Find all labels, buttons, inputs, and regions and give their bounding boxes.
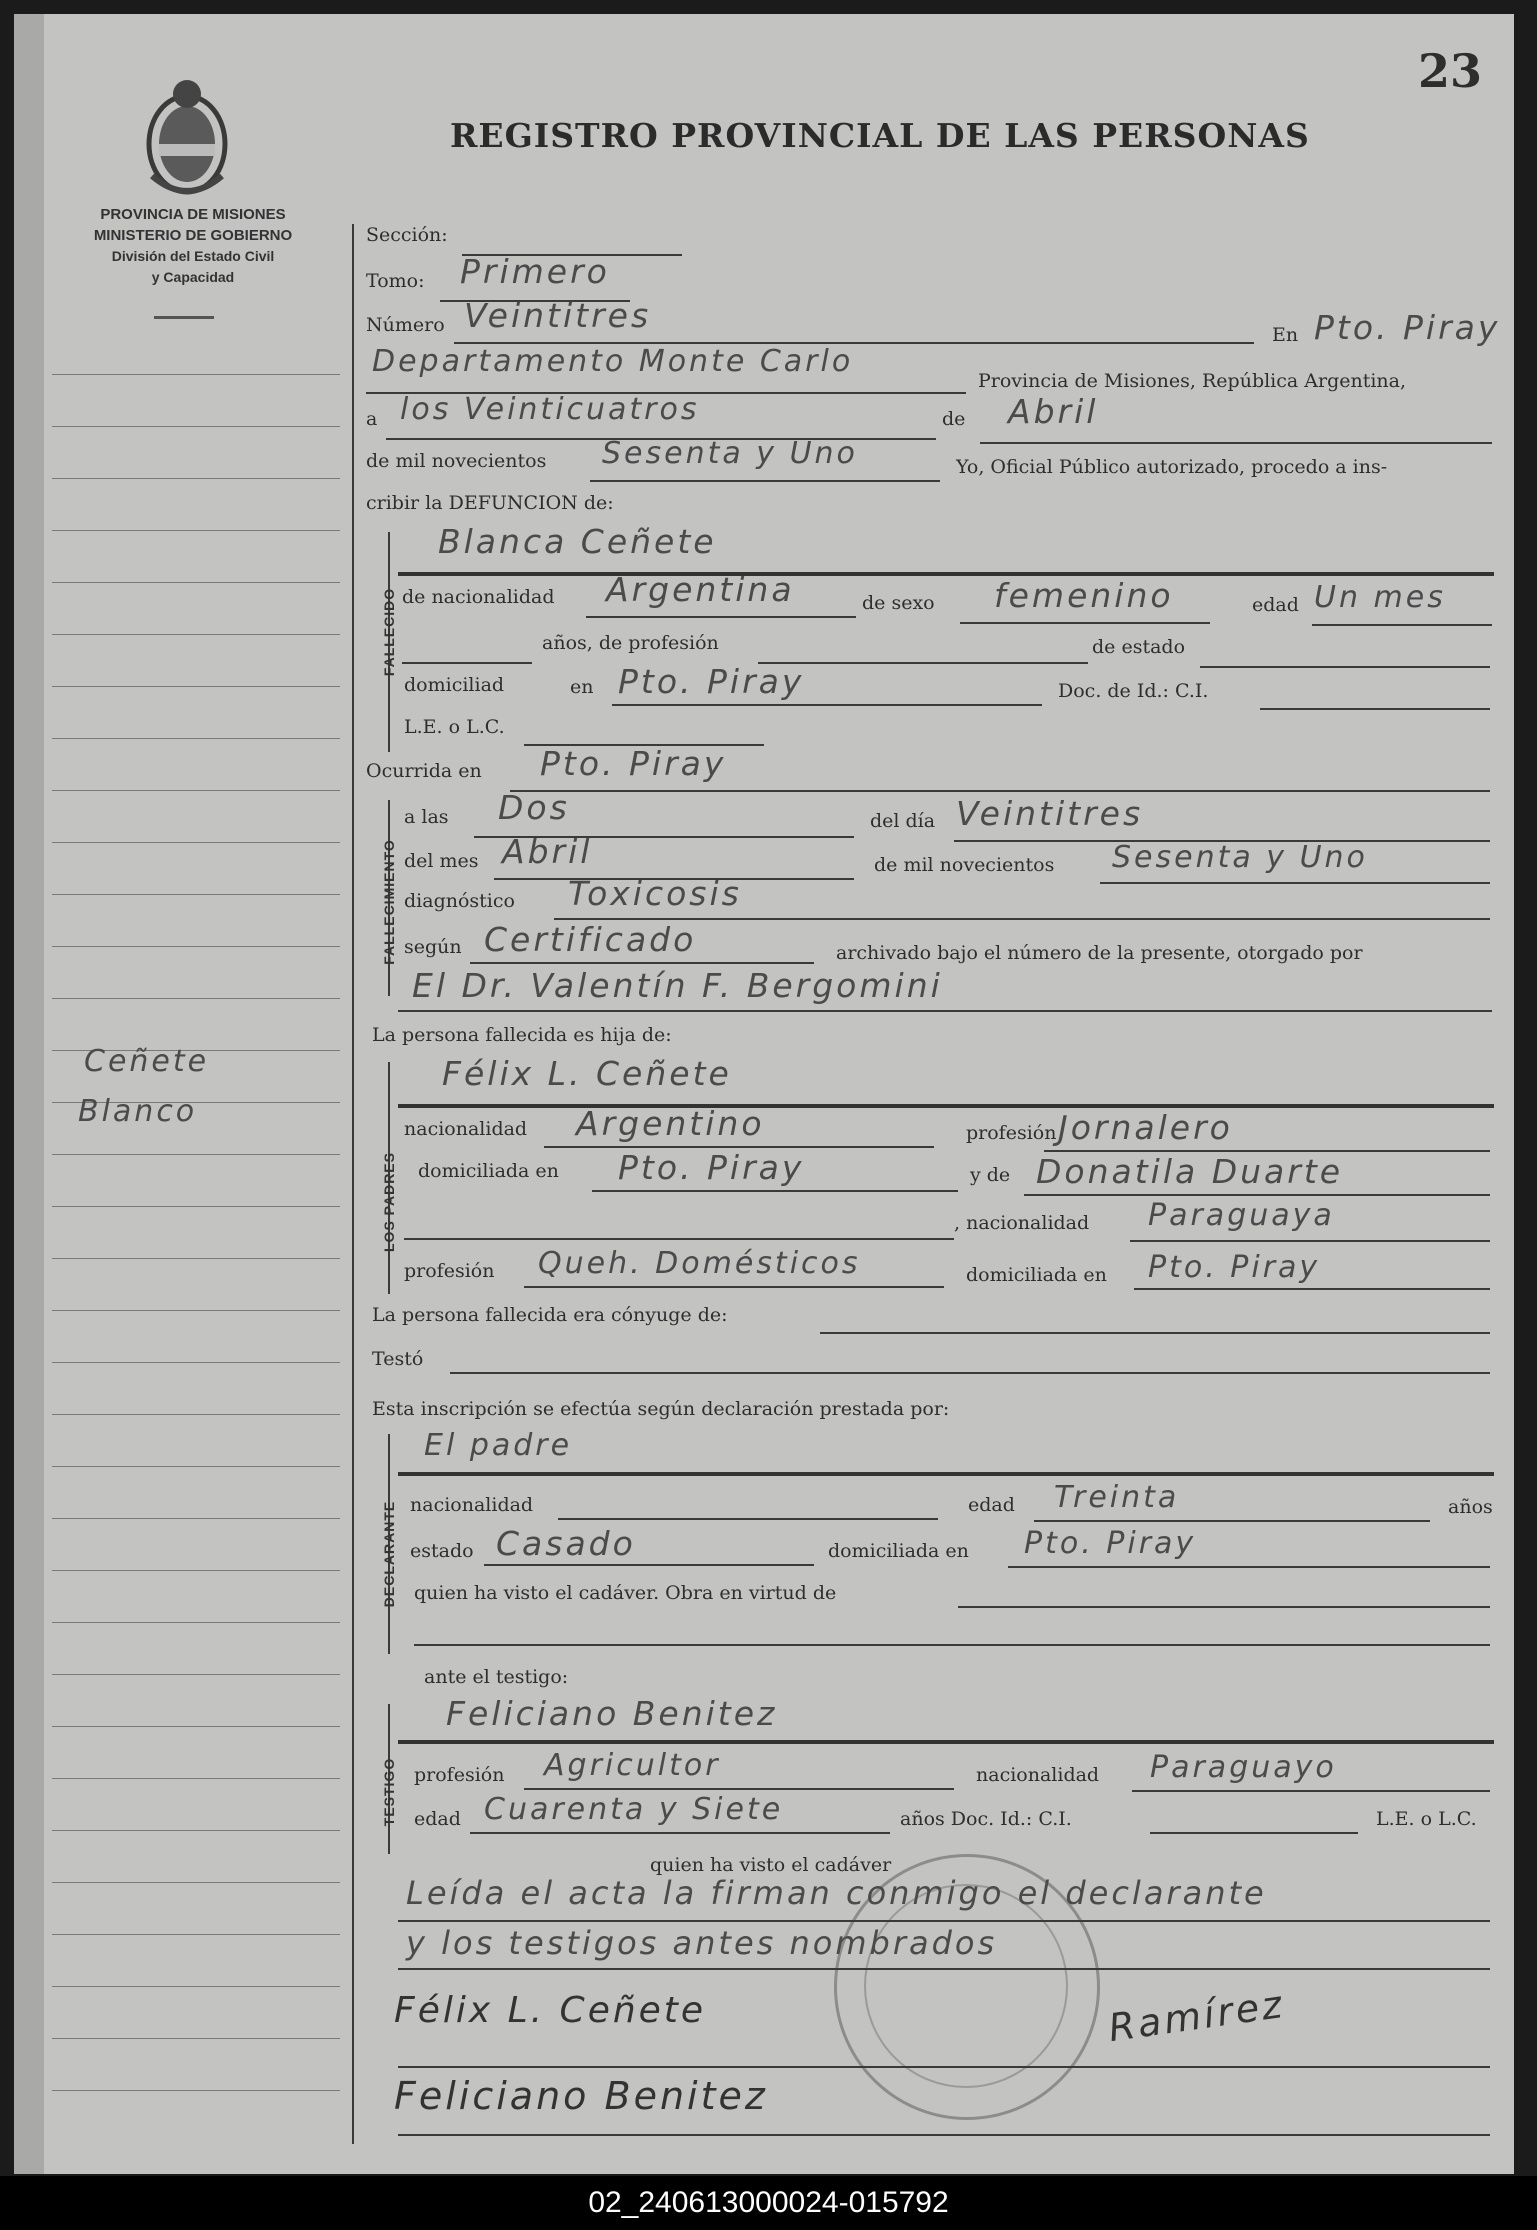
field-line bbox=[484, 1564, 814, 1566]
label-madre-profesion: profesión bbox=[404, 1260, 495, 1282]
label-conyuge: La persona fallecida era cónyuge de: bbox=[372, 1304, 728, 1326]
label-doc-id: Doc. de Id.: C.I. bbox=[1058, 680, 1209, 702]
value-segun: Certificado bbox=[484, 920, 697, 959]
field-line bbox=[398, 1472, 1494, 1476]
field-line bbox=[470, 1832, 890, 1834]
field-line bbox=[1260, 708, 1490, 710]
field-line bbox=[1134, 1288, 1490, 1290]
coat-of-arms-emblem bbox=[132, 66, 242, 206]
value-test-prof: Agricultor bbox=[544, 1748, 721, 1783]
label-numero: Número bbox=[366, 314, 445, 336]
label-testo: Testó bbox=[372, 1348, 424, 1370]
label-quien-cadaver: quien ha visto el cadáver. Obra en virtud de bbox=[414, 1582, 837, 1604]
value-madre-dom: Pto. Piray bbox=[1148, 1250, 1321, 1285]
document-page bbox=[14, 14, 1514, 2174]
field-line bbox=[414, 1644, 1490, 1646]
value-diagnostico: Toxicosis bbox=[568, 874, 742, 913]
margin-note-name: Blanco bbox=[78, 1094, 198, 1129]
value-test-nac: Paraguayo bbox=[1150, 1750, 1337, 1785]
value-mes-fallec: Abril bbox=[502, 832, 593, 871]
side-label-padres: LOS PADRES bbox=[381, 1152, 397, 1252]
label-anos-profesion: años, de profesión bbox=[542, 632, 719, 654]
field-line bbox=[398, 572, 1494, 576]
value-sexo: femenino bbox=[994, 576, 1174, 615]
label-domiciliado-en: en bbox=[570, 676, 594, 698]
closing-line-1: Leída el acta la firman conmigo el declarante bbox=[406, 1874, 1267, 1912]
label-decl-anos: años bbox=[1448, 1496, 1493, 1518]
field-line bbox=[524, 1788, 954, 1790]
institution-line: División del Estado Civil bbox=[111, 248, 275, 264]
field-line bbox=[612, 704, 1042, 706]
label-del-dia: del día bbox=[870, 810, 936, 832]
field-line bbox=[398, 1010, 1492, 1012]
value-departamento: Departamento Monte Carlo bbox=[372, 344, 854, 379]
signature-declarante: Félix L. Ceñete bbox=[394, 1990, 707, 2031]
label-de-estado: de estado bbox=[1092, 636, 1186, 658]
value-nacionalidad: Argentina bbox=[606, 570, 795, 609]
field-line bbox=[558, 1518, 938, 1520]
field-line bbox=[398, 2134, 1490, 2136]
label-de-mil-nov: de mil novecientos bbox=[874, 854, 1055, 876]
label-decl-edad: edad bbox=[968, 1494, 1015, 1516]
issuing-institution bbox=[62, 204, 324, 288]
field-line bbox=[820, 1332, 1490, 1334]
value-decl-edad: Treinta bbox=[1054, 1480, 1180, 1515]
official-seal-inner-ring bbox=[864, 1884, 1068, 2088]
field-line bbox=[524, 1286, 944, 1288]
field-line bbox=[510, 790, 1490, 792]
label-y-de: y de bbox=[970, 1164, 1011, 1186]
value-mes: Abril bbox=[1008, 392, 1099, 431]
institution-line: MINISTERIO DE GOBIERNO bbox=[93, 227, 293, 244]
label-le-lc: L.E. o L.C. bbox=[404, 716, 505, 738]
label-domiciliado: domiciliad bbox=[404, 674, 505, 696]
signature-oficial: Ramírez bbox=[1105, 1981, 1288, 2051]
field-line bbox=[1132, 1790, 1490, 1792]
page-number: 23 bbox=[1418, 44, 1483, 98]
side-label-declarante: DECLARANTE bbox=[381, 1500, 397, 1608]
label-test-profesion: profesión bbox=[414, 1764, 505, 1786]
value-lugar: Pto. Piray bbox=[1314, 308, 1501, 347]
label-madre-domiciliada: domiciliada en bbox=[966, 1264, 1107, 1286]
value-nombre: Blanca Ceñete bbox=[438, 522, 717, 561]
label-test-edad: edad bbox=[414, 1808, 461, 1830]
label-edad: edad bbox=[1252, 594, 1299, 616]
field-line bbox=[450, 1372, 1490, 1374]
value-hora: Dos bbox=[498, 788, 570, 827]
label-decl-domiciliada: domiciliada en bbox=[828, 1540, 969, 1562]
label-segun: según bbox=[404, 936, 462, 958]
page-title: REGISTRO PROVINCIAL DE LAS PERSONAS bbox=[450, 116, 1310, 155]
signature-testigo: Feliciano Benitez bbox=[394, 2074, 768, 2118]
value-testigo: Feliciano Benitez bbox=[446, 1694, 778, 1733]
field-line bbox=[398, 1104, 1494, 1108]
field-line bbox=[404, 1238, 954, 1240]
value-madre: Donatila Duarte bbox=[1036, 1152, 1344, 1191]
label-de-sexo: de sexo bbox=[862, 592, 935, 614]
divider bbox=[154, 316, 214, 319]
value-numero: Veintitres bbox=[464, 296, 652, 335]
label-test-le: L.E. o L.C. bbox=[1376, 1808, 1477, 1830]
field-line bbox=[1034, 1520, 1430, 1522]
field-line bbox=[958, 1606, 1490, 1608]
label-decl-nacionalidad: nacionalidad bbox=[410, 1494, 534, 1516]
field-line bbox=[1150, 1832, 1358, 1834]
value-madre-nac: Paraguaya bbox=[1148, 1198, 1335, 1233]
field-line bbox=[1008, 1566, 1490, 1568]
institution-line: y Capacidad bbox=[151, 269, 235, 285]
field-line bbox=[980, 442, 1492, 444]
value-padre: Félix L. Ceñete bbox=[442, 1054, 732, 1093]
field-line bbox=[1200, 666, 1490, 668]
margin-note-surname: Ceñete bbox=[84, 1044, 210, 1079]
label-de-mil: de mil novecientos bbox=[366, 450, 547, 472]
field-line bbox=[470, 962, 814, 964]
label-hija-de: La persona fallecida es hija de: bbox=[372, 1024, 672, 1046]
label-en: En bbox=[1272, 324, 1299, 346]
value-decl-estado: Casado bbox=[496, 1524, 636, 1563]
label-padre-profesion: profesión bbox=[966, 1122, 1057, 1144]
label-de-nacionalidad: de nacionalidad bbox=[402, 586, 555, 608]
label-test-nacionalidad: nacionalidad bbox=[976, 1764, 1100, 1786]
value-anio: Sesenta y Uno bbox=[602, 436, 858, 471]
value-dia-fallec: Veintitres bbox=[956, 794, 1144, 833]
label-de: de bbox=[942, 408, 966, 430]
page-binding-edge bbox=[14, 14, 44, 2174]
label-a-las: a las bbox=[404, 806, 449, 828]
label-a: a bbox=[366, 408, 378, 430]
field-line bbox=[1130, 1240, 1490, 1242]
field-line bbox=[960, 622, 1210, 624]
label-padre-domiciliada: domiciliada en bbox=[418, 1160, 559, 1182]
field-line bbox=[590, 480, 940, 482]
field-line bbox=[398, 1920, 1490, 1922]
label-ante-testigo: ante el testigo: bbox=[424, 1666, 569, 1688]
field-line bbox=[398, 1740, 1494, 1744]
label-padre-nacionalidad: nacionalidad bbox=[404, 1118, 528, 1140]
value-ocurrida: Pto. Piray bbox=[540, 744, 727, 783]
institution-line: PROVINCIA DE MISIONES bbox=[100, 206, 286, 223]
label-declaracion: Esta inscripción se efectúa según declaración prestada por: bbox=[372, 1398, 950, 1420]
field-line bbox=[1024, 1194, 1490, 1196]
field-line bbox=[1100, 882, 1490, 884]
field-line bbox=[758, 662, 1088, 664]
value-padre-dom: Pto. Piray bbox=[618, 1148, 805, 1187]
field-line bbox=[398, 1968, 1490, 1970]
side-label-testigo: TESTIGO bbox=[381, 1757, 397, 1827]
closing-line-2: y los testigos antes nombrados bbox=[406, 1924, 998, 1962]
value-padre-nac: Argentino bbox=[576, 1104, 765, 1143]
label-tomo: Tomo: bbox=[366, 270, 425, 292]
field-line bbox=[402, 662, 532, 664]
field-line bbox=[1312, 624, 1492, 626]
value-anio-fallec: Sesenta y Uno bbox=[1112, 840, 1368, 875]
label-provincia: Provincia de Misiones, República Argentina, bbox=[978, 370, 1407, 392]
value-medico: El Dr. Valentín F. Bergomini bbox=[412, 966, 943, 1005]
value-edad: Un mes bbox=[1314, 580, 1446, 615]
value-dia: los Veinticuatros bbox=[400, 392, 700, 427]
value-domicilio: Pto. Piray bbox=[618, 662, 805, 701]
image-id-footer: 02_240613000024-015792 bbox=[0, 2176, 1537, 2230]
field-line bbox=[398, 2066, 1490, 2068]
field-line bbox=[592, 1190, 958, 1192]
value-tomo: Primero bbox=[460, 252, 610, 291]
label-oficial: Yo, Oficial Público autorizado, procedo a ins- bbox=[956, 456, 1388, 478]
value-declarante: El padre bbox=[424, 1428, 573, 1463]
label-seccion: Sección: bbox=[366, 224, 448, 246]
margin-rule bbox=[352, 224, 354, 2144]
label-madre-nacionalidad: , nacionalidad bbox=[954, 1212, 1090, 1234]
value-test-edad: Cuarenta y Siete bbox=[484, 1792, 784, 1827]
label-diagnostico: diagnóstico bbox=[404, 890, 515, 912]
label-test-cadaver: quien ha visto el cadáver bbox=[650, 1854, 892, 1876]
label-test-anos: años Doc. Id.: C.I. bbox=[900, 1808, 1072, 1830]
label-ocurrida: Ocurrida en bbox=[366, 760, 482, 782]
value-padre-prof: Jornalero bbox=[1058, 1108, 1233, 1147]
side-label-fallecido: FALLECIDO bbox=[381, 587, 397, 677]
label-cribir: cribir la DEFUNCION de: bbox=[366, 492, 614, 514]
side-label-fallecimiento: FALLECIMIENTO bbox=[381, 839, 397, 965]
label-archivado: archivado bajo el número de la presente, otorgado por bbox=[836, 942, 1363, 964]
value-decl-dom: Pto. Piray bbox=[1024, 1526, 1197, 1561]
value-madre-prof: Queh. Domésticos bbox=[538, 1246, 861, 1281]
label-decl-estado: estado bbox=[410, 1540, 474, 1562]
field-line bbox=[586, 616, 856, 618]
label-del-mes: del mes bbox=[404, 850, 479, 872]
